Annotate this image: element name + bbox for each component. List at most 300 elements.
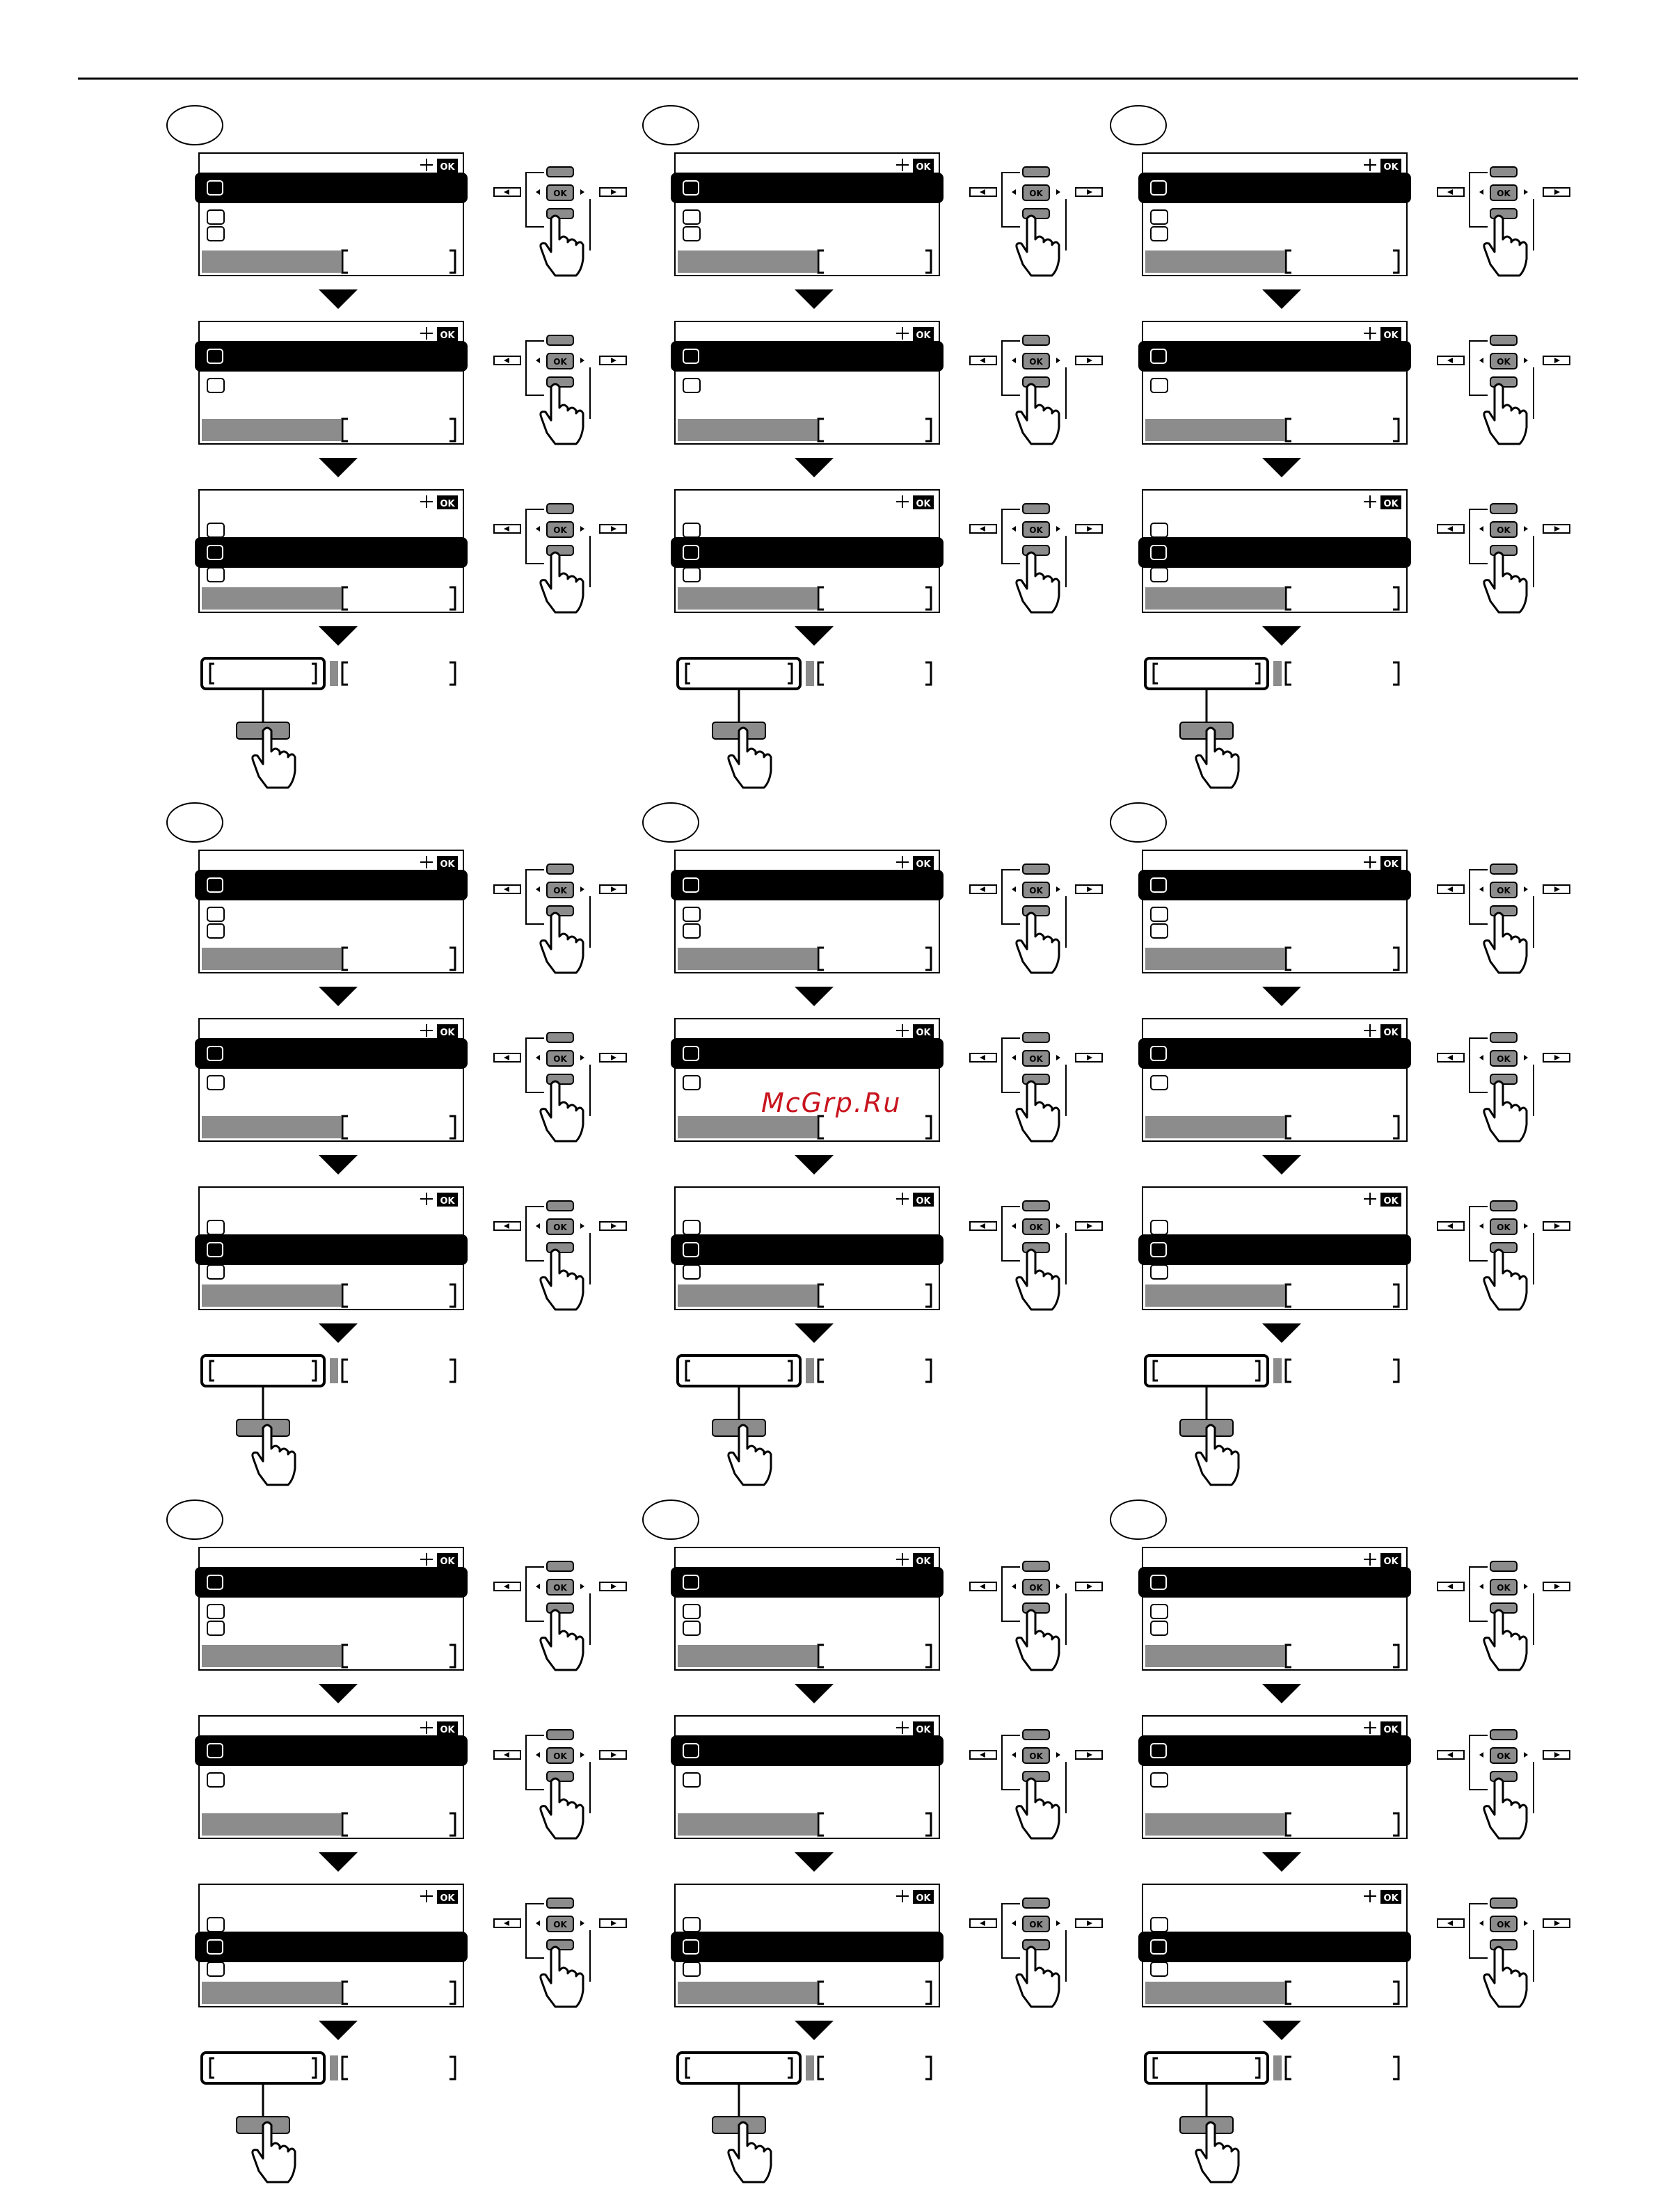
right-arrow-glyph — [1056, 1752, 1060, 1758]
left-soft-key — [678, 1813, 817, 1836]
up-arrow-key-icon — [1490, 864, 1517, 874]
ok-key-label: OK — [1029, 525, 1043, 535]
navigation-keypad — [1438, 167, 1570, 276]
ok-badge-label: OK — [440, 331, 455, 341]
lcd-screen — [1140, 1019, 1410, 1141]
soft-key-bracket — [925, 2057, 931, 2079]
lcd-screen — [1140, 321, 1410, 444]
selected-menu-item — [1140, 1568, 1410, 1596]
down-arrow-key-icon — [547, 1940, 573, 1950]
up-arrow-key-icon — [1023, 335, 1049, 345]
keypad-bracket — [1470, 173, 1488, 227]
step-number-circle — [643, 106, 699, 145]
procedure-row3-col2 — [643, 1500, 1102, 2182]
selected-menu-item — [196, 539, 466, 566]
navigation-keypad — [494, 167, 626, 276]
navigation-keypad — [1438, 1898, 1570, 2007]
ok-key-label: OK — [1497, 1223, 1511, 1232]
lcd-screen — [196, 490, 466, 612]
left-soft-key — [678, 1982, 817, 2004]
left-soft-key — [1145, 1813, 1284, 1836]
lcd-screen — [196, 1716, 466, 1838]
lcd-screen — [196, 1019, 466, 1141]
right-arrow-glyph — [580, 189, 584, 195]
soft-key-bracket — [342, 662, 348, 685]
highlighted-soft-key — [678, 658, 800, 689]
ok-key-label: OK — [1497, 1054, 1511, 1064]
flow-down-triangle — [795, 1323, 834, 1343]
selected-menu-item — [672, 871, 942, 899]
soft-key-divider — [1273, 1358, 1282, 1383]
up-arrow-key-icon — [547, 864, 573, 874]
pointing-hand-icon — [541, 1779, 583, 1838]
up-arrow-key-icon — [1023, 1898, 1049, 1908]
final-soft-key-step — [678, 2053, 931, 2182]
soft-key-bracket — [449, 1360, 455, 1382]
menu-item-checkbox — [683, 1773, 700, 1787]
down-arrow-key-icon — [547, 209, 573, 218]
selected-menu-item — [672, 342, 942, 370]
ok-key-label: OK — [1497, 1583, 1511, 1593]
soft-key-bracket — [925, 662, 931, 685]
highlighted-soft-key — [202, 2053, 324, 2083]
up-arrow-key-icon — [1023, 167, 1049, 177]
navigation-keypad — [1438, 504, 1570, 612]
flow-down-triangle — [795, 289, 834, 309]
navigation-keypad — [970, 1561, 1102, 1670]
ok-badge-label: OK — [440, 162, 455, 173]
left-soft-key — [678, 1284, 817, 1307]
menu-item-checkbox — [207, 907, 224, 921]
down-arrow-key-icon — [1023, 1603, 1049, 1613]
selected-menu-item — [196, 174, 466, 202]
highlighted-soft-key — [678, 1355, 800, 1386]
up-arrow-key-icon — [547, 1730, 573, 1740]
right-arrow-glyph — [1056, 1920, 1060, 1926]
ok-badge-label: OK — [1383, 1196, 1399, 1207]
lcd-screen — [196, 1884, 466, 2007]
selected-menu-item — [1140, 1040, 1410, 1067]
menu-item-checkbox — [1151, 1605, 1168, 1618]
soft-key-bracket — [1393, 2057, 1399, 2079]
left-soft-key — [202, 948, 341, 970]
left-arrow-glyph — [536, 1223, 540, 1229]
menu-item-checkbox — [1151, 1265, 1168, 1279]
keypad-bracket — [1470, 341, 1488, 395]
final-soft-key-step — [678, 1355, 931, 1485]
menu-item-checkbox — [683, 1621, 700, 1635]
soft-key-divider — [806, 1358, 814, 1383]
up-arrow-key-icon — [1490, 335, 1517, 345]
keypad-bracket — [1002, 1207, 1020, 1261]
pointing-hand-icon — [1017, 1250, 1059, 1310]
ok-key-label: OK — [1497, 357, 1511, 367]
keypad-bracket — [1002, 1904, 1020, 1958]
soft-key-bracket — [1286, 2057, 1291, 2079]
up-arrow-key-icon — [1490, 167, 1517, 177]
down-arrow-key-icon — [1490, 1243, 1517, 1252]
lcd-screen — [1140, 1884, 1410, 2007]
down-arrow-key-icon — [547, 1074, 573, 1084]
final-soft-key-step — [202, 1355, 455, 1485]
flow-down-triangle — [1262, 1323, 1301, 1343]
pointing-hand-icon — [1484, 552, 1527, 612]
navigation-keypad — [494, 864, 626, 973]
left-soft-key — [202, 250, 341, 273]
soft-key-bracket — [925, 1360, 931, 1382]
down-arrow-key-icon — [547, 1603, 573, 1613]
keypad-bracket — [526, 1904, 544, 1958]
step-number-circle — [1110, 1500, 1166, 1539]
up-arrow-key-icon — [547, 1561, 573, 1571]
soft-key-bracket — [1393, 662, 1399, 685]
soft-key-divider — [806, 661, 814, 686]
flow-down-triangle — [1262, 987, 1301, 1006]
up-arrow-key-icon — [547, 167, 573, 177]
flow-down-triangle — [319, 1155, 358, 1175]
lcd-screen — [196, 321, 466, 444]
keypad-bracket — [1002, 173, 1020, 227]
down-arrow-key-icon — [1023, 377, 1049, 387]
left-soft-key — [678, 250, 817, 273]
menu-item-checkbox — [207, 379, 224, 392]
lcd-screen — [672, 1884, 942, 2007]
left-soft-key — [678, 948, 817, 970]
lcd-screen — [672, 1547, 942, 1670]
selected-menu-item — [672, 1568, 942, 1596]
selected-menu-item — [672, 1737, 942, 1765]
pointing-hand-icon — [1484, 384, 1527, 444]
down-arrow-key-icon — [547, 906, 573, 916]
navigation-keypad — [494, 504, 626, 612]
flow-down-triangle — [1262, 458, 1301, 477]
final-soft-key-step — [678, 658, 931, 788]
left-arrow-glyph — [1012, 1920, 1016, 1926]
selected-menu-item — [672, 1933, 942, 1961]
flow-down-triangle — [795, 626, 834, 646]
pointing-hand-icon — [1484, 1250, 1527, 1310]
ok-key-label: OK — [553, 1583, 567, 1593]
left-soft-key — [202, 1645, 341, 1667]
flow-down-triangle — [319, 2021, 358, 2040]
right-arrow-glyph — [1524, 526, 1528, 532]
pointing-hand-icon — [541, 216, 583, 276]
menu-item-checkbox — [207, 1076, 224, 1090]
procedure-row2-col3 — [1110, 803, 1570, 1485]
ok-badge-label: OK — [440, 1028, 455, 1038]
down-arrow-key-icon — [1023, 546, 1049, 555]
ok-key-label: OK — [553, 525, 567, 535]
flow-down-triangle — [795, 987, 834, 1006]
left-soft-key — [1145, 1645, 1284, 1667]
left-arrow-glyph — [1012, 1055, 1016, 1060]
step-number-circle — [643, 803, 699, 842]
right-arrow-glyph — [580, 1752, 584, 1758]
up-arrow-key-icon — [1023, 1730, 1049, 1740]
final-soft-key-step — [202, 2053, 455, 2182]
lcd-screen — [196, 153, 466, 276]
ok-key-label: OK — [1029, 1223, 1043, 1232]
lcd-screen — [1140, 490, 1410, 612]
right-arrow-glyph — [1056, 1584, 1060, 1589]
left-soft-key — [678, 1645, 817, 1667]
navigation-keypad — [970, 335, 1102, 444]
right-arrow-glyph — [1524, 1055, 1528, 1060]
menu-item-checkbox — [683, 1265, 700, 1279]
selected-menu-item — [1140, 174, 1410, 202]
ok-key-label: OK — [553, 189, 567, 198]
final-soft-key-step — [1145, 2053, 1399, 2182]
up-arrow-key-icon — [547, 1033, 573, 1042]
menu-item-checkbox — [1151, 568, 1168, 582]
right-arrow-glyph — [580, 886, 584, 892]
navigation-keypad — [494, 1033, 626, 1141]
down-arrow-key-icon — [1490, 1603, 1517, 1613]
flow-down-triangle — [1262, 626, 1301, 646]
ok-key-label: OK — [553, 1054, 567, 1064]
ok-badge-label: OK — [916, 1557, 931, 1567]
right-arrow-glyph — [1524, 189, 1528, 195]
menu-item-checkbox — [1151, 379, 1168, 392]
menu-item-checkbox — [207, 924, 224, 938]
right-arrow-glyph — [580, 358, 584, 363]
flow-down-triangle — [1262, 1155, 1301, 1175]
up-arrow-key-icon — [1490, 1898, 1517, 1908]
menu-item-checkbox — [683, 924, 700, 938]
up-arrow-key-icon — [547, 335, 573, 345]
left-arrow-glyph — [536, 526, 540, 532]
menu-item-checkbox — [1151, 1220, 1168, 1234]
ok-badge-label: OK — [440, 499, 455, 509]
ok-badge-label: OK — [1383, 162, 1399, 173]
menu-item-checkbox — [207, 1265, 224, 1279]
left-arrow-glyph — [1479, 1055, 1483, 1060]
menu-item-checkbox — [207, 523, 224, 537]
up-arrow-key-icon — [1023, 1201, 1049, 1211]
ok-badge-label: OK — [916, 1725, 931, 1735]
ok-badge-label: OK — [1383, 499, 1399, 509]
lcd-screen — [1140, 1716, 1410, 1838]
up-arrow-key-icon — [1490, 504, 1517, 514]
keypad-bracket — [526, 1735, 544, 1790]
down-arrow-key-icon — [1023, 1243, 1049, 1252]
ok-key-label: OK — [1029, 357, 1043, 367]
navigation-keypad — [1438, 1033, 1570, 1141]
step-number-circle — [167, 803, 223, 842]
left-arrow-glyph — [1479, 1223, 1483, 1229]
ok-badge-label: OK — [1383, 1028, 1399, 1038]
menu-item-checkbox — [207, 1605, 224, 1618]
left-soft-key — [1145, 587, 1284, 610]
keypad-bracket — [1470, 509, 1488, 564]
ok-key-label: OK — [1029, 1583, 1043, 1593]
soft-key-bracket — [449, 2057, 455, 2079]
left-soft-key — [678, 587, 817, 610]
pointing-hand-icon — [541, 384, 583, 444]
down-arrow-key-icon — [547, 1243, 573, 1252]
keypad-bracket — [1470, 1207, 1488, 1261]
selected-menu-item — [196, 1236, 466, 1264]
ok-badge-label: OK — [916, 1028, 931, 1038]
down-arrow-key-icon — [1023, 1940, 1049, 1950]
soft-key-divider — [330, 2055, 338, 2080]
up-arrow-key-icon — [547, 504, 573, 514]
pointing-hand-icon — [1017, 216, 1059, 276]
lcd-screen — [1140, 153, 1410, 276]
ok-badge-label: OK — [440, 1196, 455, 1207]
menu-item-checkbox — [683, 1918, 700, 1932]
keypad-bracket — [1002, 1735, 1020, 1790]
up-arrow-key-icon — [1490, 1730, 1517, 1740]
right-arrow-glyph — [1524, 1584, 1528, 1589]
left-arrow-glyph — [1012, 886, 1016, 892]
down-arrow-key-icon — [547, 377, 573, 387]
menu-item-checkbox — [1151, 1962, 1168, 1976]
ok-key-label: OK — [1029, 1751, 1043, 1761]
flow-down-triangle — [1262, 289, 1301, 309]
soft-key-bracket — [342, 1360, 348, 1382]
flow-down-triangle — [1262, 1852, 1301, 1872]
menu-item-checkbox — [683, 227, 700, 241]
selected-menu-item — [196, 1568, 466, 1596]
left-arrow-glyph — [536, 1584, 540, 1589]
keypad-bracket — [1470, 1904, 1488, 1958]
down-arrow-key-icon — [1490, 1772, 1517, 1781]
left-soft-key — [202, 587, 341, 610]
down-arrow-key-icon — [1490, 906, 1517, 916]
down-arrow-key-icon — [1490, 1074, 1517, 1084]
left-arrow-glyph — [1012, 189, 1016, 195]
keypad-bracket — [1470, 1038, 1488, 1092]
menu-item-checkbox — [1151, 1918, 1168, 1932]
right-arrow-glyph — [1524, 1920, 1528, 1926]
keypad-bracket — [526, 1207, 544, 1261]
ok-key-label: OK — [1497, 525, 1511, 535]
soft-key-bracket — [818, 662, 824, 685]
right-arrow-glyph — [1056, 1223, 1060, 1229]
ok-key-label: OK — [553, 1920, 567, 1929]
ok-key-label: OK — [1497, 1920, 1511, 1929]
flow-down-triangle — [795, 1155, 834, 1175]
lcd-screen — [196, 850, 466, 973]
down-arrow-key-icon — [1023, 1074, 1049, 1084]
menu-item-checkbox — [1151, 210, 1168, 224]
left-arrow-glyph — [1479, 886, 1483, 892]
pointing-hand-icon — [1484, 1947, 1527, 2007]
navigation-keypad — [970, 167, 1102, 276]
navigation-keypad — [1438, 864, 1570, 973]
navigation-keypad — [970, 1898, 1102, 2007]
selected-menu-item — [1140, 342, 1410, 370]
selected-menu-item — [196, 1933, 466, 1961]
flow-down-triangle — [795, 458, 834, 477]
left-arrow-glyph — [1479, 1920, 1483, 1926]
keypad-bracket — [1470, 1567, 1488, 1621]
left-arrow-glyph — [1012, 1752, 1016, 1758]
pointing-hand-icon — [1017, 1947, 1059, 2007]
menu-item-checkbox — [683, 210, 700, 224]
keypad-bracket — [526, 173, 544, 227]
lcd-screen — [672, 321, 942, 444]
final-soft-key-step — [1145, 658, 1399, 788]
pointing-hand-icon — [541, 1610, 583, 1670]
pointing-hand-icon — [1017, 552, 1059, 612]
down-arrow-key-icon — [1490, 1940, 1517, 1950]
left-soft-key — [202, 1813, 341, 1836]
left-soft-key — [1145, 250, 1284, 273]
selected-menu-item — [1140, 539, 1410, 566]
lcd-screen — [672, 1716, 942, 1838]
right-arrow-glyph — [580, 1584, 584, 1589]
left-soft-key — [1145, 1116, 1284, 1138]
step-number-circle — [643, 1500, 699, 1539]
selected-menu-item — [672, 1236, 942, 1264]
navigation-keypad — [970, 1033, 1102, 1141]
navigation-keypad — [970, 1201, 1102, 1310]
down-arrow-key-icon — [547, 1772, 573, 1781]
selected-menu-item — [1140, 1737, 1410, 1765]
left-arrow-glyph — [1479, 358, 1483, 363]
pointing-hand-icon — [1017, 913, 1059, 973]
lcd-screen — [196, 1187, 466, 1310]
left-soft-key — [202, 1982, 341, 2004]
menu-item-checkbox — [683, 1962, 700, 1976]
ok-badge-label: OK — [440, 1725, 455, 1735]
left-arrow-glyph — [536, 189, 540, 195]
up-arrow-key-icon — [1023, 1561, 1049, 1571]
procedure-row1-col2 — [643, 106, 1102, 788]
pointing-hand-icon — [1484, 1610, 1527, 1670]
selected-menu-item — [196, 871, 466, 899]
up-arrow-key-icon — [1023, 504, 1049, 514]
ok-badge-label: OK — [916, 162, 931, 173]
ok-badge-label: OK — [440, 1893, 455, 1904]
ok-badge-label: OK — [1383, 1893, 1399, 1904]
right-arrow-glyph — [1524, 1223, 1528, 1229]
flow-down-triangle — [319, 626, 358, 646]
menu-item-checkbox — [207, 568, 224, 582]
keypad-bracket — [526, 1038, 544, 1092]
procedure-row1-col1 — [167, 106, 626, 788]
down-arrow-key-icon — [1023, 209, 1049, 218]
ok-badge-label: OK — [1383, 331, 1399, 341]
down-arrow-key-icon — [1023, 906, 1049, 916]
navigation-keypad — [1438, 1201, 1570, 1310]
step-number-circle — [167, 1500, 223, 1539]
navigation-keypad — [494, 1730, 626, 1838]
selected-menu-item — [196, 1737, 466, 1765]
left-soft-key — [1145, 419, 1284, 441]
pointing-hand-icon — [1017, 1081, 1059, 1141]
soft-key-divider — [806, 2055, 814, 2080]
watermark-text: McGrp.Ru — [761, 1088, 902, 1118]
menu-item-checkbox — [1151, 1621, 1168, 1635]
left-arrow-glyph — [1012, 1584, 1016, 1589]
menu-item-checkbox — [1151, 1773, 1168, 1787]
up-arrow-key-icon — [1490, 1201, 1517, 1211]
left-soft-key — [1145, 1284, 1284, 1307]
lcd-screen — [196, 1547, 466, 1670]
ok-badge-label: OK — [916, 1196, 931, 1207]
menu-item-checkbox — [683, 1076, 700, 1090]
left-arrow-glyph — [1012, 1223, 1016, 1229]
selected-menu-item — [1140, 871, 1410, 899]
pointing-hand-icon — [1017, 1779, 1059, 1838]
keypad-bracket — [526, 870, 544, 924]
flow-down-triangle — [319, 289, 358, 309]
right-arrow-glyph — [580, 1223, 584, 1229]
procedure-row1-col3 — [1110, 106, 1570, 788]
